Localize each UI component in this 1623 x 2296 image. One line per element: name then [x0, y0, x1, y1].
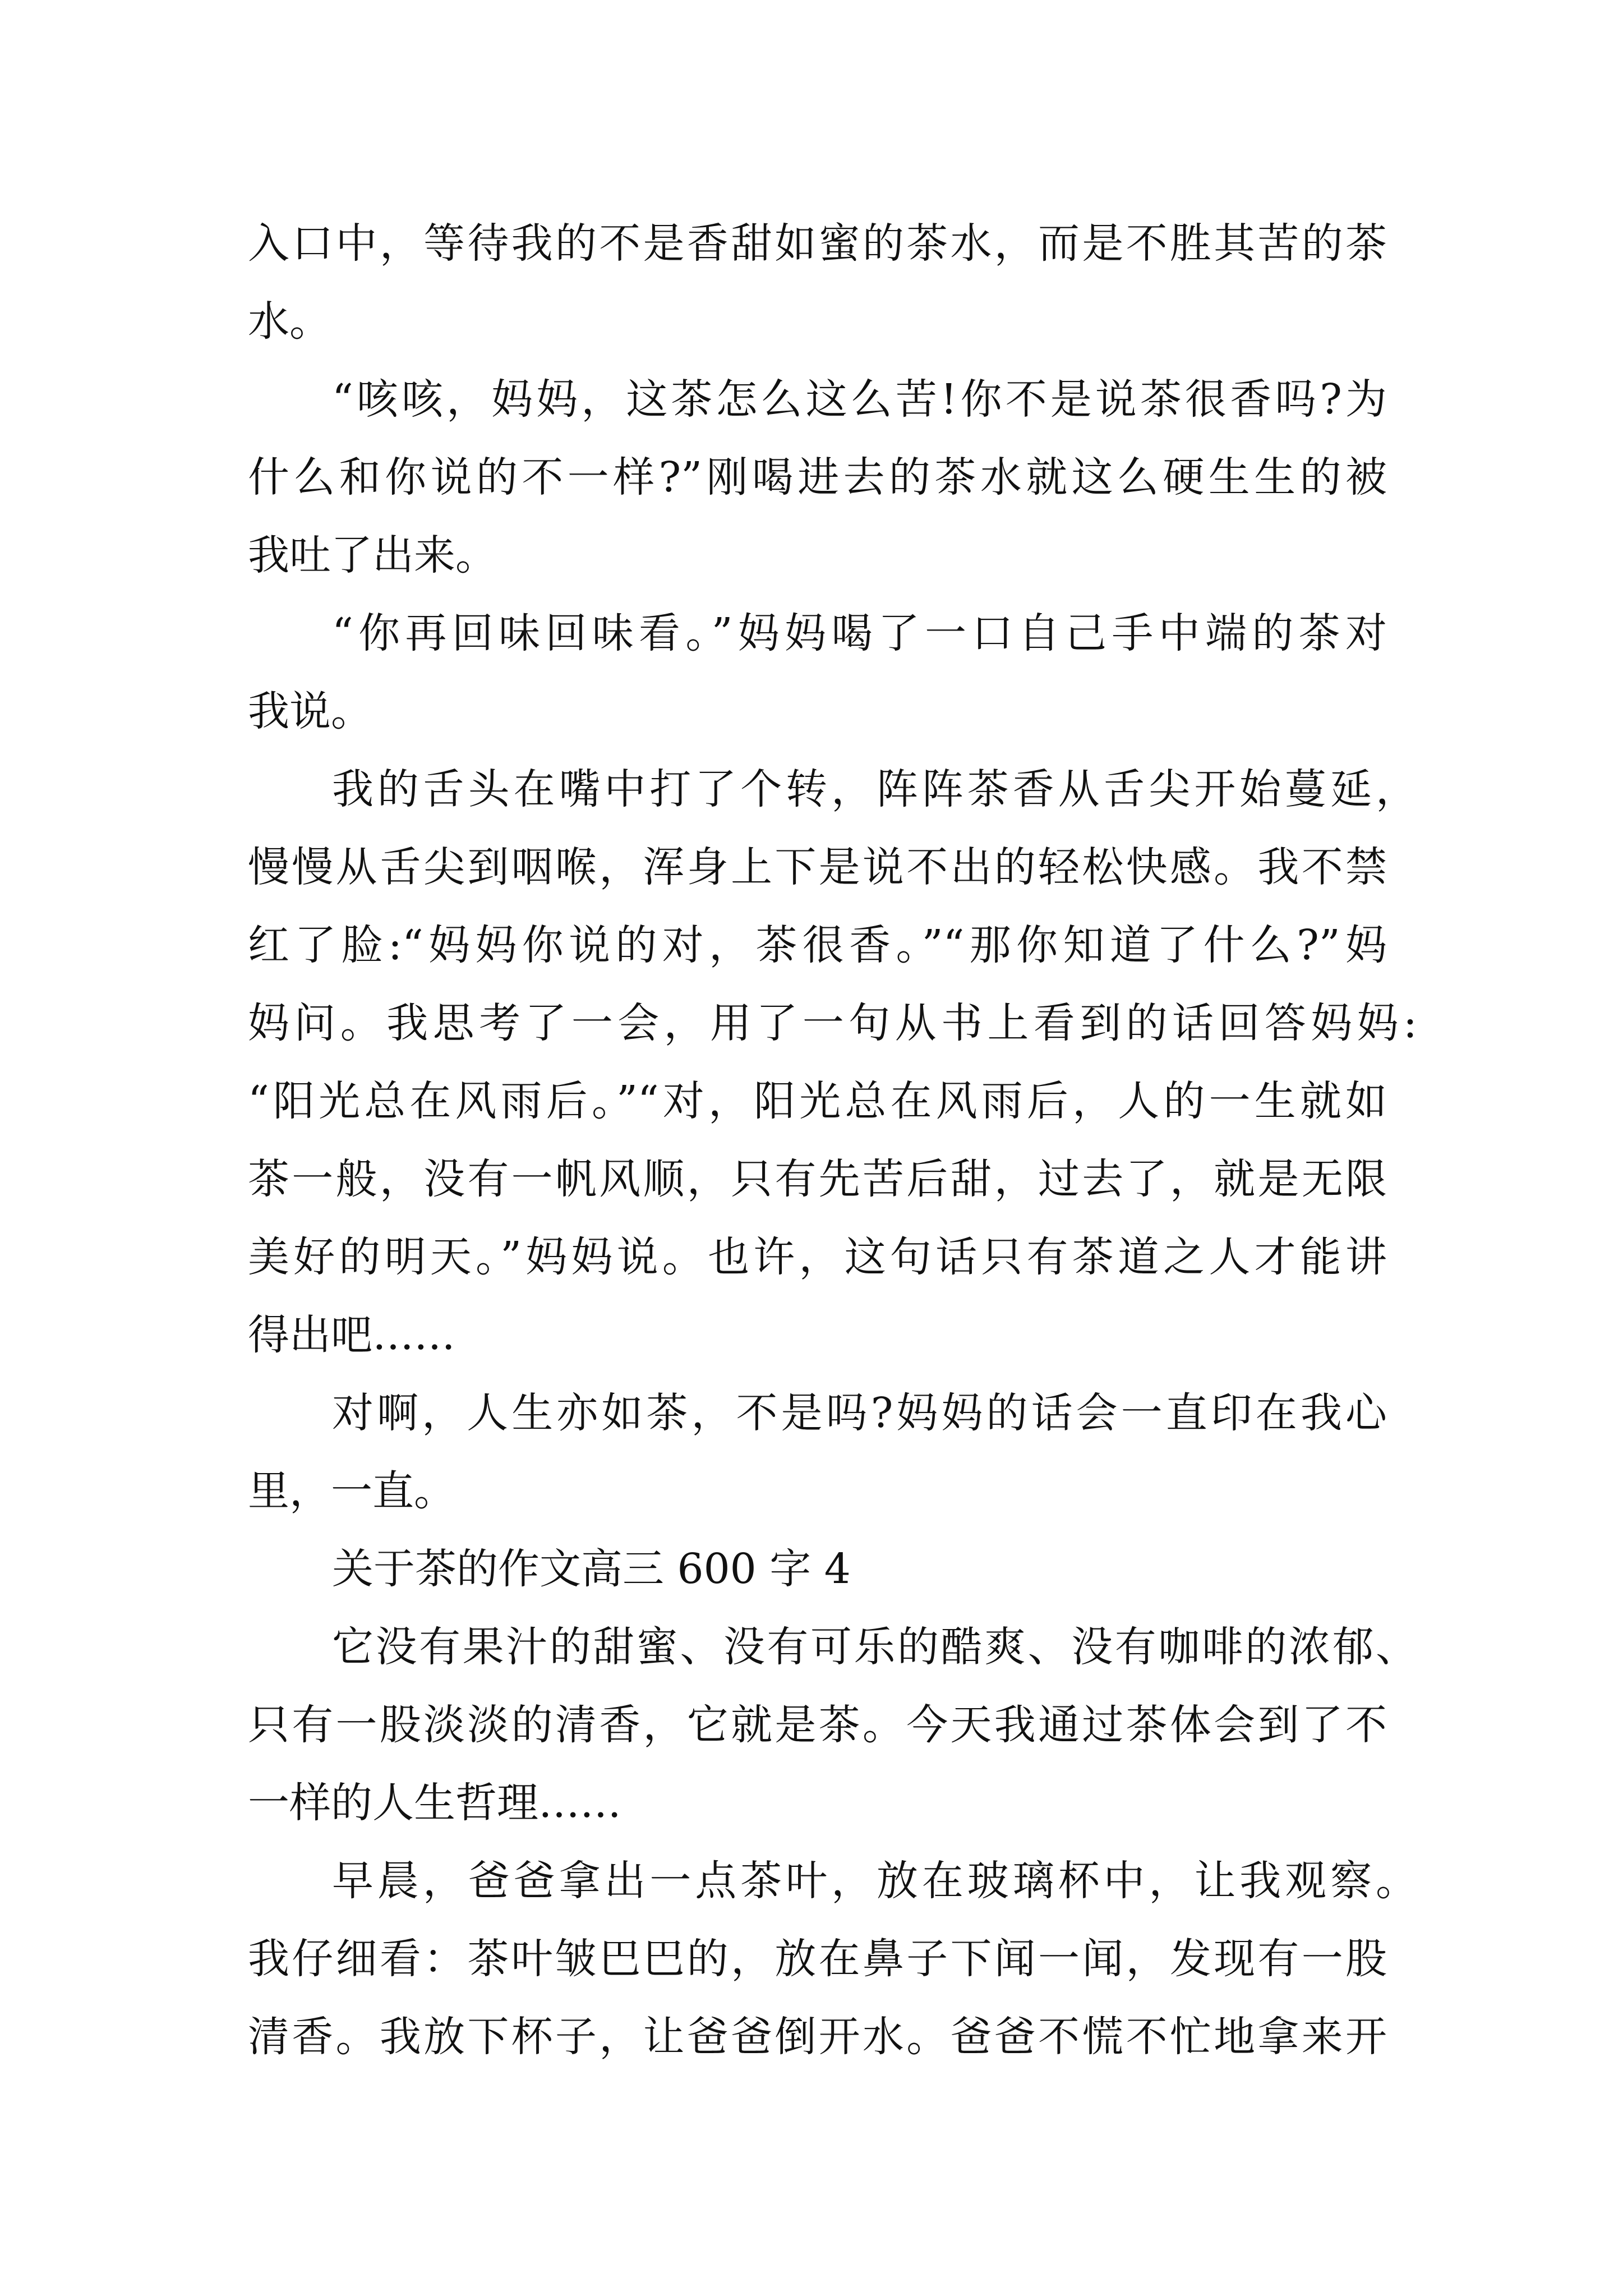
- paragraph: [248, 361, 1426, 595]
- section-heading: [248, 1530, 1426, 1608]
- text-line: “你再回味回味看。”妈妈喝了一口自己手中端的茶对: [332, 609, 1387, 657]
- text-line: 一样的人生哲理……: [248, 1779, 621, 1827]
- paragraph: [248, 751, 1426, 1374]
- paragraph: [248, 595, 1426, 751]
- text-line: 我说。: [248, 687, 372, 735]
- paragraph: [248, 205, 1426, 361]
- text-line: 什么和你说的不一样?”刚喝进去的茶水就这么硬生生的被: [248, 453, 1387, 501]
- text-line: 它没有果汁的甜蜜、没有可乐的酷爽、没有咖啡的浓郁、: [332, 1623, 1417, 1671]
- text-line: 入口中，等待我的不是香甜如蜜的茶水，而是不胜其苦的茶: [248, 219, 1387, 268]
- text-line: 里，一直。: [248, 1467, 455, 1515]
- text-line: 只有一股淡淡的清香，它就是茶。今天我通过茶体会到了不: [248, 1701, 1387, 1749]
- text-line: 妈问。我思考了一会，用了一句从书上看到的话回答妈妈:: [248, 999, 1417, 1047]
- text-line: 美好的明天。”妈妈说。也许，这句话只有茶道之人才能讲: [248, 1233, 1387, 1281]
- heading-line: 关于茶的作文高三 600 字 4: [332, 1545, 851, 1593]
- text-line: “咳咳，妈妈，这茶怎么这么苦!你不是说茶很香吗?为: [332, 375, 1387, 424]
- text-line: 得出吧……: [248, 1311, 455, 1359]
- text-line: 水。: [248, 297, 331, 346]
- document-body: [248, 205, 1426, 2076]
- text-line: 我仔细看：茶叶皱巴巴的，放在鼻子下闻一闻，发现有一股: [248, 1935, 1387, 1983]
- text-line: 慢慢从舌尖到咽喉，浑身上下是说不出的轻松快感。我不禁: [248, 843, 1387, 891]
- text-line: 我的舌头在嘴中打了个转，阵阵茶香从舌尖开始蔓延，: [332, 765, 1417, 813]
- paragraph: [248, 1374, 1426, 1530]
- text-line: “阳光总在风雨后。”“对，阳光总在风雨后，人的一生就如: [248, 1077, 1387, 1125]
- text-line: 对啊，人生亦如茶，不是吗?妈妈的话会一直印在我心: [332, 1389, 1387, 1437]
- text-line: 茶一般，没有一帆风顺，只有先苦后甜，过去了，就是无限: [248, 1155, 1387, 1203]
- text-line: 红了脸:“妈妈你说的对，茶很香。”“那你知道了什么?”妈: [248, 921, 1387, 969]
- text-line: 早晨，爸爸拿出一点茶叶，放在玻璃杯中，让我观察。: [332, 1857, 1417, 1905]
- text-line: 我吐了出来。: [248, 531, 497, 579]
- text-line: 清香。我放下杯子，让爸爸倒开水。爸爸不慌不忙地拿来开: [248, 2013, 1387, 2061]
- paragraph: [248, 1608, 1426, 1842]
- paragraph: [248, 1842, 1426, 2076]
